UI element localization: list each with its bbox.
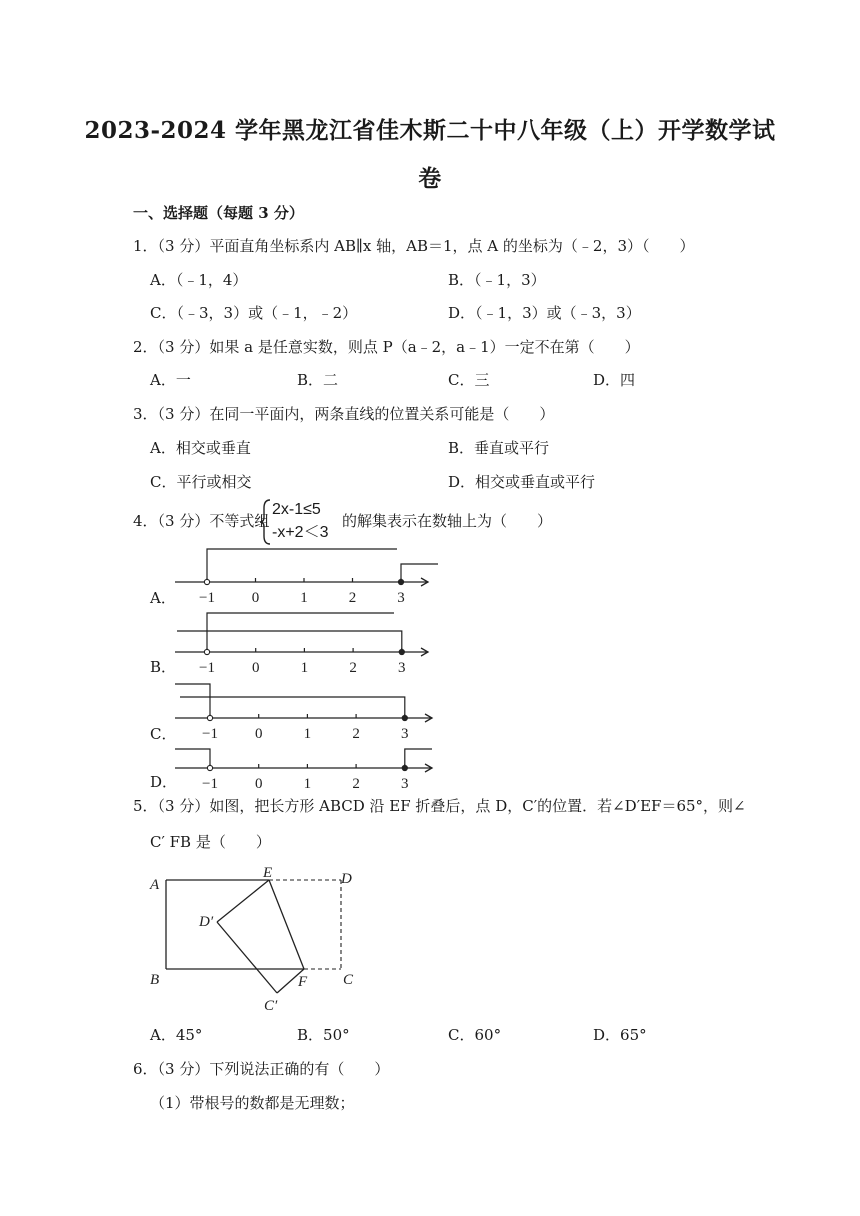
tick-label: 1 bbox=[300, 660, 309, 676]
tick-label: −1 bbox=[199, 590, 215, 606]
q4-stem-suffix: 的解集表示在数轴上为（ ） bbox=[342, 512, 553, 530]
tick-label: 0 bbox=[254, 726, 263, 742]
q1-option-b: B．（﹣1，3） bbox=[448, 271, 546, 289]
segment-ed-prime bbox=[217, 880, 269, 922]
exam-title-line1: 2023-2024 学年黑龙江省佳木斯二十中八年级（上）开学数学试 bbox=[84, 117, 776, 144]
label-c-prime: C′ bbox=[264, 998, 278, 1014]
tick-label: 1 bbox=[303, 726, 312, 742]
q1-stem: 1．（3 分）平面直角坐标系内 AB∥x 轴，AB＝1，点 A 的坐标为（﹣2，3）（ ） bbox=[133, 237, 695, 255]
inequality-2: -x+2＜3 bbox=[272, 524, 329, 541]
tick-label: 0 bbox=[251, 590, 260, 606]
q5-option-b: B．50° bbox=[297, 1026, 350, 1044]
tick-label: 2 bbox=[348, 590, 357, 606]
segment-dp-cp bbox=[217, 922, 277, 993]
q1-option-c: C．（﹣3，3）或（﹣1，﹣2） bbox=[150, 304, 358, 322]
q5-stem-line2: C′ FB 是（ ） bbox=[150, 833, 271, 851]
segment-ef bbox=[269, 880, 304, 969]
tick-label: 3 bbox=[397, 590, 405, 606]
label-a: A bbox=[150, 877, 160, 893]
label-b: B bbox=[150, 972, 160, 988]
q5-stem-line1: 5．（3 分）如图，把长方形 ABCD 沿 EF 折叠后，点 D，C′的位置．若∠D′EF＝65°，则∠ bbox=[133, 797, 746, 815]
q1-option-d: D．（﹣1，3）或（﹣3，3） bbox=[448, 304, 641, 322]
tick-label: 0 bbox=[254, 776, 263, 792]
label-e: E bbox=[263, 865, 273, 881]
label-c: C bbox=[343, 972, 354, 988]
tick-label: 3 bbox=[398, 660, 406, 676]
q1-option-a: A．（﹣1，4） bbox=[150, 271, 248, 289]
tick-label: 1 bbox=[303, 776, 312, 792]
q2-option-a: A．一 bbox=[150, 371, 191, 389]
tick-label: −1 bbox=[199, 660, 215, 676]
q2-option-d: D．四 bbox=[593, 371, 636, 389]
q2-stem: 2．（3 分）如果 a 是任意实数，则点 P（a﹣2，a﹣1）一定不在第（ ） bbox=[133, 338, 640, 356]
tick-label: 1 bbox=[300, 590, 308, 606]
tick-label: 2 bbox=[352, 726, 360, 742]
q2-option-c: C．三 bbox=[448, 371, 490, 389]
q2-option-b: B．二 bbox=[297, 371, 339, 389]
q4-option-a-label: A． bbox=[150, 589, 176, 607]
tick-label: 2 bbox=[349, 660, 357, 676]
q5-option-a: A．45° bbox=[150, 1026, 203, 1044]
q3-option-c: C．平行或相交 bbox=[150, 473, 252, 491]
label-d-prime: D′ bbox=[199, 914, 214, 930]
q5-option-c: C．60° bbox=[448, 1026, 502, 1044]
q4-option-b-label: B． bbox=[150, 658, 177, 676]
q6-item-1: （1）带根号的数都是无理数； bbox=[150, 1094, 355, 1112]
q3-stem: 3．（3 分）在同一平面内，两条直线的位置关系可能是（ ） bbox=[133, 405, 555, 423]
tick-label: 0 bbox=[251, 660, 260, 676]
q4-stem-prefix: 4．（3 分）不等式组 bbox=[133, 512, 270, 530]
tick-label: −1 bbox=[202, 776, 218, 792]
tick-label: 3 bbox=[401, 726, 409, 742]
q4-option-d-label: D． bbox=[150, 773, 178, 791]
tick-label: 3 bbox=[401, 776, 409, 792]
q5-option-d: D．65° bbox=[593, 1026, 647, 1044]
q3-option-d: D．相交或垂直或平行 bbox=[448, 473, 596, 491]
inequality-1: 2x-1≤5 bbox=[272, 501, 321, 518]
tick-label: 2 bbox=[352, 776, 360, 792]
tick-label: −1 bbox=[202, 726, 218, 742]
q3-option-a: A．相交或垂直 bbox=[150, 439, 251, 457]
q6-stem: 6．（3 分）下列说法正确的有（ ） bbox=[133, 1060, 390, 1078]
exam-title-line2: 卷 bbox=[418, 165, 442, 192]
q3-option-b: B．垂直或平行 bbox=[448, 439, 550, 457]
label-d: D bbox=[341, 871, 352, 887]
label-f: F bbox=[298, 974, 308, 990]
section-heading: 一、选择题（每题 3 分） bbox=[133, 204, 304, 222]
q4-option-c-label: C． bbox=[150, 725, 177, 743]
